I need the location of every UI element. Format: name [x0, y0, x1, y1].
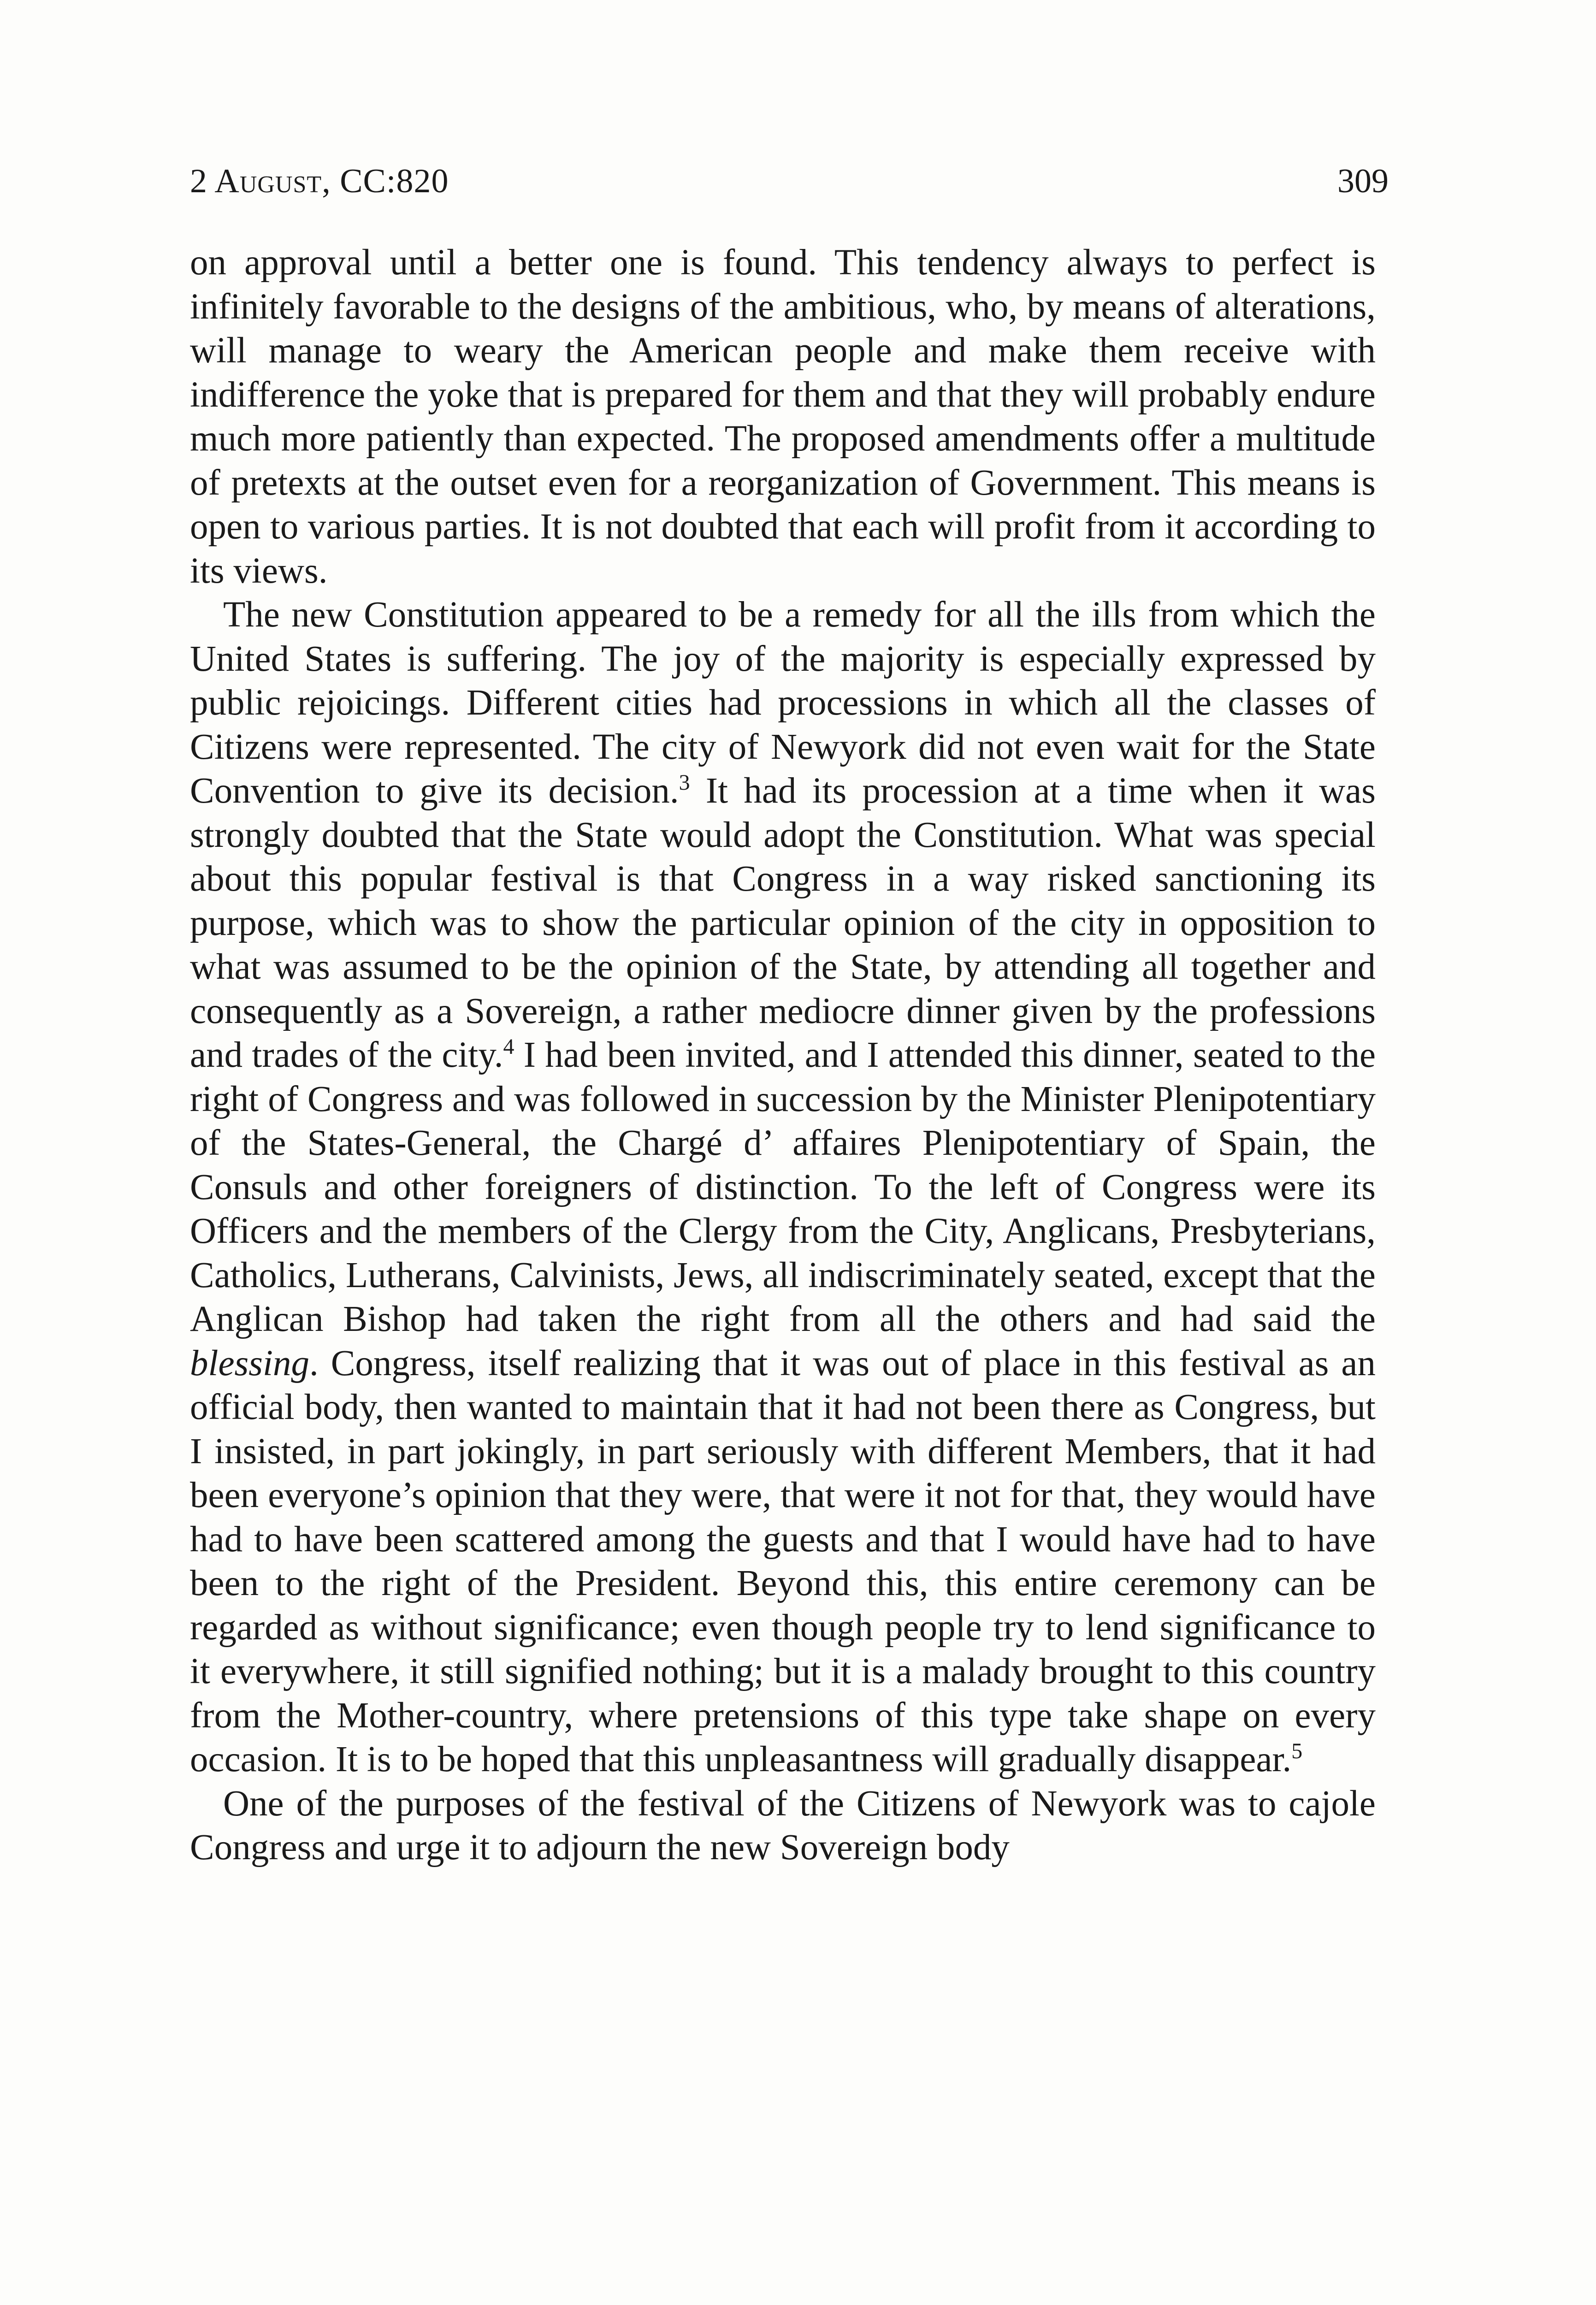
page-number: 309 [1337, 162, 1389, 200]
italic-word-blessing: blessing [190, 1343, 309, 1383]
paragraph-2 [190, 593, 1376, 1782]
running-head-title: 2 August, CC:820 [190, 162, 449, 200]
footnote-ref-4: 4 [503, 1034, 514, 1059]
paragraph-3: One of the purposes of the festival of the Citizens of Newyork was to cajole Congress and urge it to adjourn the new Sovereign body [190, 1783, 1376, 1868]
footnote-ref-3: 3 [679, 770, 690, 795]
paragraph-2-part-1: The new Constitution appeared to be a remedy for all the ills from which the United States is suffering. The joy of the majority is especially expressed by public rejoicings. Different cities had processions in which all the classes of Citizens were represented. The city of Newyork did not even wait for the State Convention to give its decision. [190, 595, 1376, 811]
paragraph-2-part-4: . Congress, itself realizing that it was out of place in this festival as an official body, then wanted to maintain that it had not been there as Congress, but I insisted, in part jokingly, in part seriously with different Members, that it had been everyone’s opinion that they were, that were it not for that, they would have had to have been scattered among the guests and that I would have had to have been to the right of the President. Beyond this, this entire ceremony can be regarded as without significance; even though people try to lend significance to it everywhere, it still signified nothing; but it is a malady brought to this country from the Mother-country, where pretensions of this type take shape on every occasion. It is to be hoped that this unpleasantness will gradually disappear. [190, 1343, 1376, 1779]
running-head [190, 156, 1389, 207]
paragraph-1: on approval until a better one is found. This tendency always to perfect is infinitely favorable to the designs of the ambitious, who, by means of alterations, will manage to weary the American people and make them receive with indifference the yoke that is prepared for them and that they will probably endure much more patiently than expected. The proposed amendments offer a multitude of pretexts at the outset even for a reorganization of Government. This means is open to various parties. It is not doubted that each will profit from it according to its views. [190, 242, 1376, 591]
body-text [190, 241, 1376, 1870]
footnote-ref-5: 5 [1291, 1739, 1303, 1763]
paragraph-2-part-3: I had been invited, and I attended this dinner, seated to the right of Congress and was followed in succession by the Minister Plenipotentiary of the States-General, the Chargé d’ affaires Plenipotentiary of Spain, the Consuls and other foreigners of distinction. To the left of Congress were its Officers and the members of the Clergy from the City, Anglicans, Presbyterians, Catholics, Lutherans, Calvinists, Jews, all indiscriminately seated, except that the Anglican Bishop had taken the right from all the others and had said the [190, 1035, 1376, 1339]
paragraph-2-part-2: It had its procession at a time when it was strongly doubted that the State would adopt the Constitution. What was special about this popular festival is that Congress in a way risked sanctioning its purpose, which was to show the particular opinion of the city in opposition to what was assumed to be the opinion of the State, by attending all together and consequently as a Sovereign, a rather mediocre dinner given by the professions and trades of the city. [190, 771, 1376, 1075]
